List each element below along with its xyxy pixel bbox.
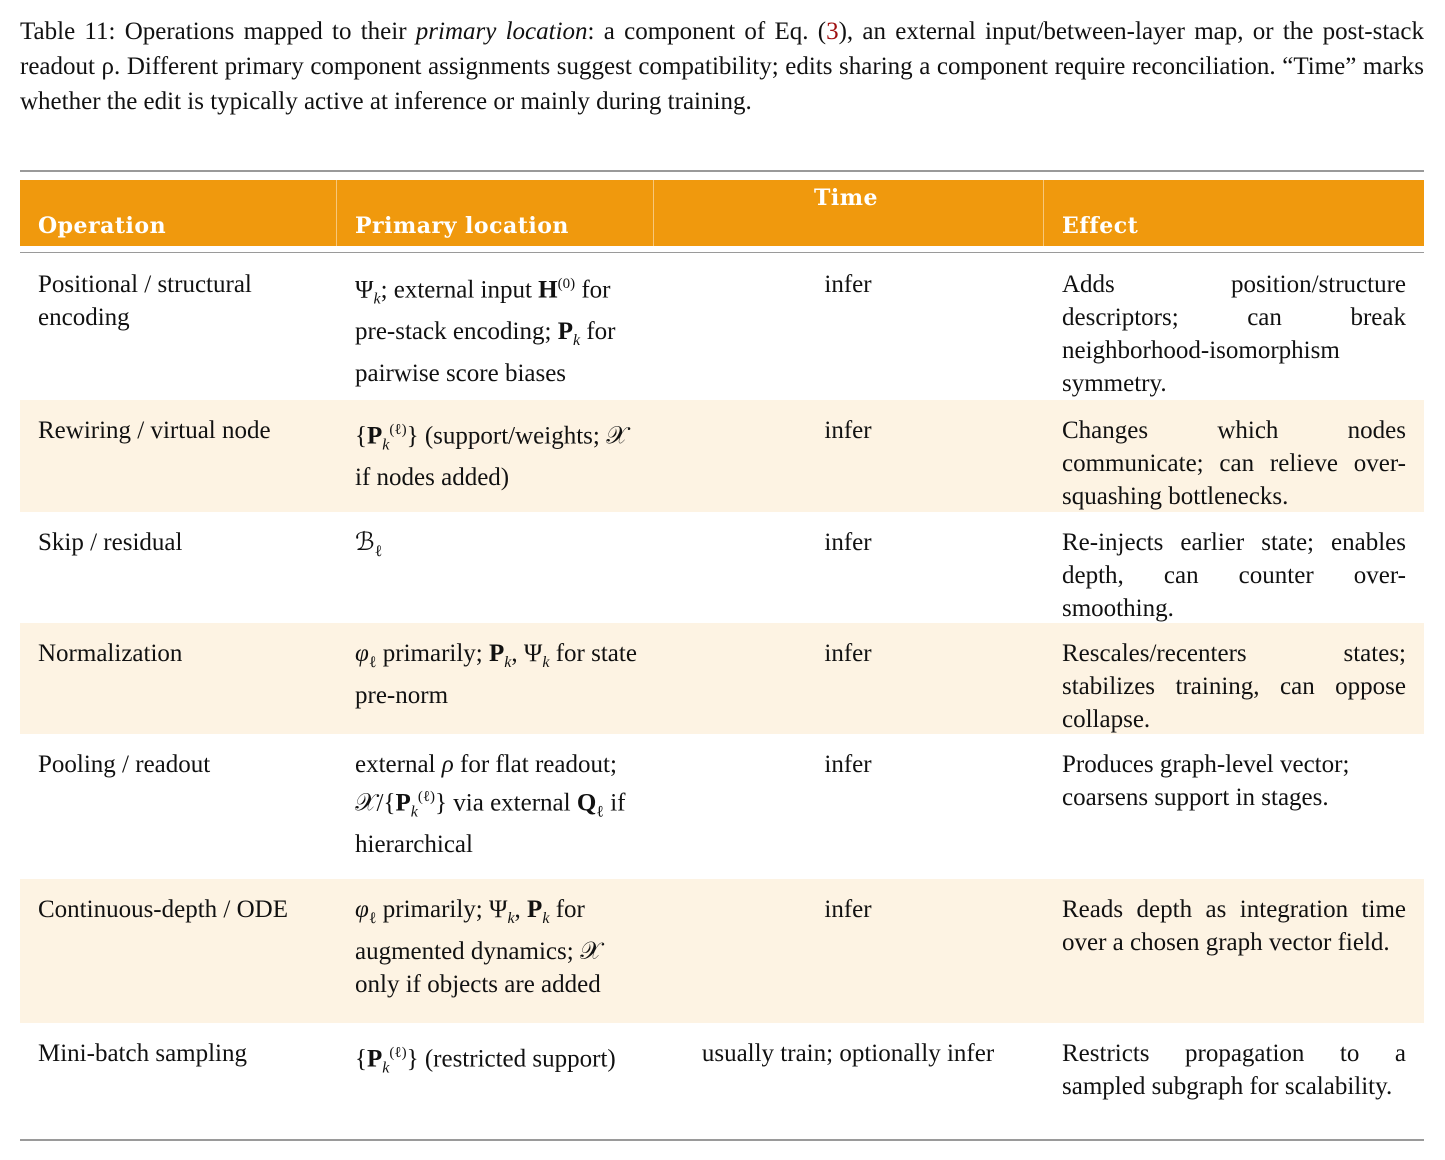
location-cell: $\{P_k^{(\ell)}\}$ (restricted support) bbox=[355, 1045, 616, 1077]
header-divider bbox=[653, 180, 654, 246]
caption-text-b: : a component of Eq. ( bbox=[587, 18, 827, 45]
time-cell: infer bbox=[824, 529, 872, 556]
caption-emphasis: primary location bbox=[415, 18, 588, 45]
effect-cell: Adds position/structure descriptors; can break neighborhood-isomorphism symmetry. bbox=[1062, 271, 1406, 397]
table-caption bbox=[20, 14, 1424, 119]
header-effect: Effect bbox=[1062, 213, 1139, 239]
operation-cell: Mini-batch sampling bbox=[38, 1040, 247, 1067]
header-operation: Operation bbox=[38, 213, 167, 239]
effect-cell: Restricts propagation to a sampled subgraph for scalability. bbox=[1062, 1040, 1406, 1100]
operation-cell: Positional / structural encoding bbox=[38, 271, 252, 331]
header-bottom-rule bbox=[20, 252, 1424, 253]
effect-cell: Rescales/recenters states; stabilizes training, can oppose collapse. bbox=[1062, 640, 1406, 733]
effect-cell: Re-injects earlier state; enables depth, can counter over-smoothing. bbox=[1062, 529, 1406, 622]
table-row bbox=[20, 254, 1424, 400]
table-row bbox=[20, 879, 1424, 1023]
top-rule bbox=[20, 170, 1424, 172]
location-cell: $\varphi_\ell$ primarily; $\Psi_k$, $P_k$ for augmented dynamics; 𝒳 only if objects are added bbox=[355, 896, 602, 998]
location-cell: external ρ for flat readout; $𝒳/\{P_k^{(\ell)}\}$ via external $Q_\ell$ if hierarchical bbox=[355, 751, 626, 859]
caption-label: Table 11: bbox=[20, 18, 116, 45]
header-divider bbox=[336, 180, 337, 246]
operation-cell: Continuous-depth / ODE bbox=[38, 896, 288, 923]
caption-text-c: ), an external input/between-layer map, or the post-stack readout ρ. Different primary component assignments suggest compatibility; edits sharing a component require reconciliation. “Time” marks whether the edit is typically active at inference or mainly during training. bbox=[20, 18, 1424, 115]
operation-cell: Normalization bbox=[38, 640, 183, 667]
operation-cell: Rewiring / virtual node bbox=[38, 417, 271, 444]
location-cell: ℬ$_\ell$ bbox=[355, 529, 383, 560]
table-row bbox=[20, 734, 1424, 879]
time-cell: infer bbox=[824, 417, 872, 444]
location-cell: $\{P_k^{(\ell)}\}$ (support/weights; 𝒳 if nodes added) bbox=[355, 422, 628, 492]
header-divider bbox=[1043, 180, 1044, 246]
bottom-rule bbox=[20, 1139, 1424, 1141]
effect-cell: Changes which nodes communicate; can relieve over-squashing bottlenecks. bbox=[1062, 417, 1406, 510]
time-cell: infer bbox=[824, 271, 872, 298]
operation-cell: Pooling / readout bbox=[38, 751, 211, 778]
operation-cell: Skip / residual bbox=[38, 529, 183, 556]
time-cell: infer bbox=[824, 640, 872, 667]
table-row bbox=[20, 400, 1424, 512]
table-row bbox=[20, 623, 1424, 734]
header-primary-location: Primary location bbox=[355, 213, 569, 239]
table-row bbox=[20, 1023, 1424, 1137]
effect-cell: Produces graph-level vector; coarsens support in stages. bbox=[1062, 751, 1350, 811]
equation-reference-link[interactable]: 3 bbox=[826, 18, 839, 45]
effect-cell: Reads depth as integration time over a chosen graph vector field. bbox=[1062, 896, 1406, 956]
caption-text-a: Operations mapped to their bbox=[115, 18, 416, 45]
time-cell: infer bbox=[824, 751, 872, 778]
table-header-row bbox=[20, 180, 1424, 246]
header-time: Time bbox=[814, 185, 879, 211]
time-cell: infer bbox=[824, 896, 872, 923]
time-cell: usually train; optionally infer bbox=[701, 1040, 995, 1067]
location-cell: $\Psi_k$; external input $H^{(0)}$ for pre-stack encoding; $P_k$ for pairwise score biases bbox=[355, 276, 616, 388]
location-cell: $\varphi_\ell$ primarily; $P_k$, $\Psi_k$ for state pre-norm bbox=[355, 640, 637, 709]
table-row bbox=[20, 512, 1424, 623]
